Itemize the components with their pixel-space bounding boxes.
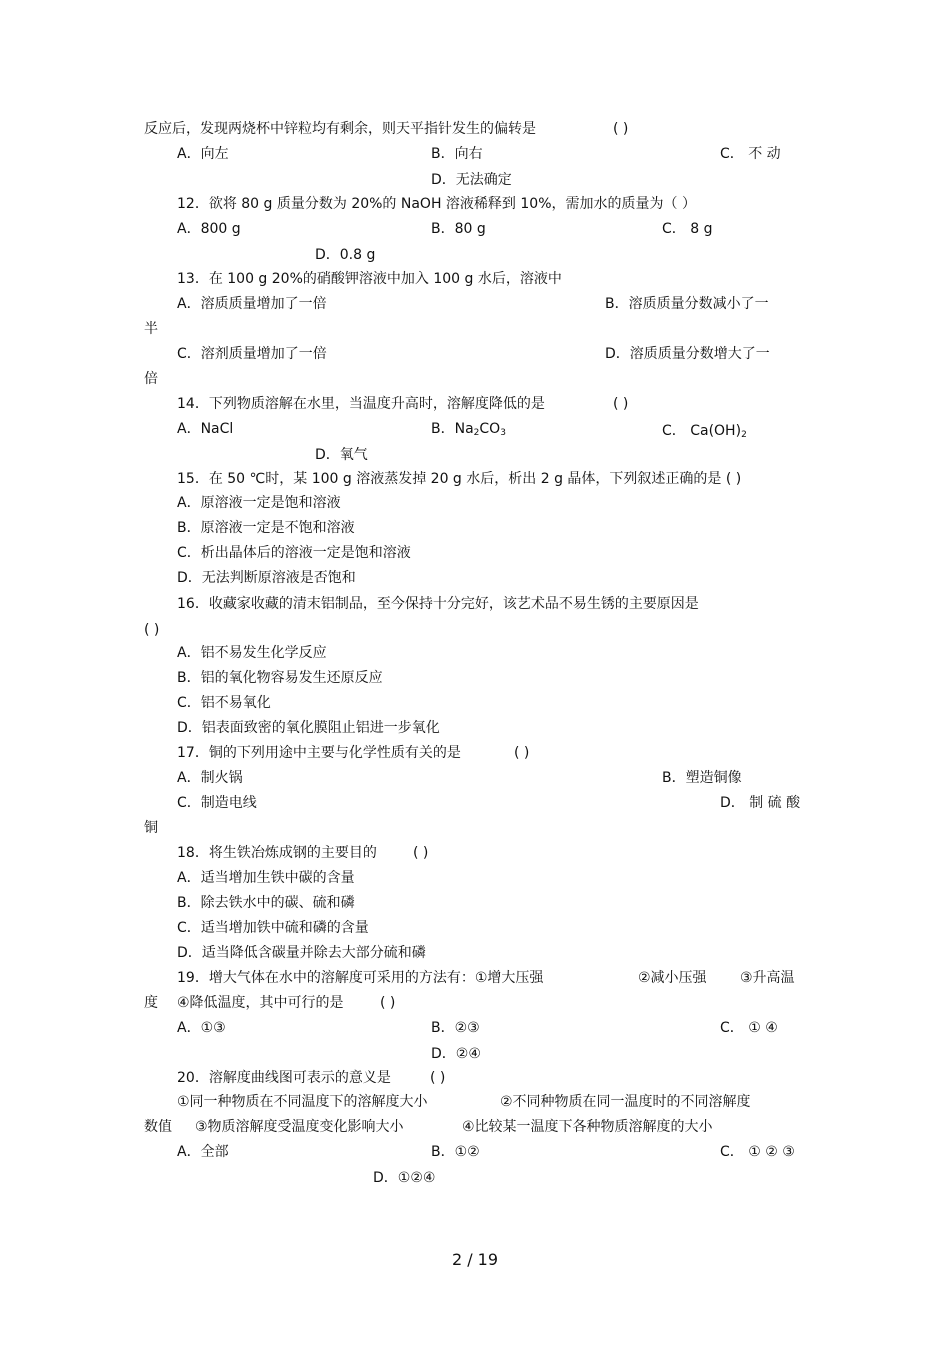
option-b <box>431 420 506 442</box>
option-a: A．适当增加生铁中碳的含量 <box>177 870 355 886</box>
text-line: 反应后，发现两烧杯中锌粒均有剩余，则天平指针发生的偏转是 <box>144 121 536 137</box>
answer-bracket: ( ) <box>613 121 629 137</box>
option-a: A．向左 <box>177 146 229 162</box>
option-d-wrap: 铜 <box>144 820 158 836</box>
question-14: 14．下列物质溶解在水里，当温度升高时，溶解度降低的是 <box>177 396 545 412</box>
option-c: C． ① ④ <box>720 1020 778 1036</box>
meaning-4: ④比较某一温度下各种物质溶解度的大小 <box>462 1119 713 1135</box>
option-d: D．氧气 <box>315 447 368 463</box>
option-d: D．溶质质量分数增大了一 <box>605 346 770 362</box>
option-d: D．无法判断原溶液是否饱和 <box>177 570 356 586</box>
option-b: B．溶质质量分数减小了一 <box>605 296 769 312</box>
method-2: ②减小压强 <box>638 970 707 986</box>
answer-bracket: ( ) <box>613 396 629 412</box>
formula-part: CO <box>479 421 501 437</box>
option-b: B．②③ <box>431 1020 480 1036</box>
formula-part: B．Na <box>431 421 474 437</box>
formula-part: C． Ca(OH) <box>662 423 742 439</box>
option-c: C．溶剂质量增加了一倍 <box>177 346 327 362</box>
option-c: C．适当增加铁中硫和磷的含量 <box>177 920 369 936</box>
option-a: A．NaCl <box>177 421 234 437</box>
question-18: 18．将生铁冶炼成钢的主要目的 <box>177 845 377 861</box>
option-a: A．全部 <box>177 1144 229 1160</box>
option-a: A．制火锅 <box>177 770 243 786</box>
formula-subscript: 3 <box>500 428 506 438</box>
option-c: C． 不 动 <box>720 146 781 162</box>
option-c: C．铝不易氧化 <box>177 695 271 711</box>
option-b: B．原溶液一定是不饱和溶液 <box>177 520 355 536</box>
option-b: B．铝的氧化物容易发生还原反应 <box>177 670 383 686</box>
option-a: A．铝不易发生化学反应 <box>177 645 327 661</box>
option-c: C． 8 g <box>662 221 713 237</box>
answer-bracket: ( ) <box>144 622 160 638</box>
answer-bracket: ( ) <box>413 845 429 861</box>
option-b: B．向右 <box>431 146 483 162</box>
option-d: D．0.8 g <box>315 247 376 263</box>
meaning-2-wrap: 数值 <box>144 1119 172 1135</box>
question-16: 16．收藏家收藏的清末铝制品，至今保持十分完好，该艺术品不易生锈的主要原因是 <box>177 596 699 612</box>
option-b: B．除去铁水中的碳、硫和磷 <box>177 895 355 911</box>
question-19: 19．增大气体在水中的溶解度可采用的方法有：①增大压强 <box>177 970 544 986</box>
option-a: A．①③ <box>177 1020 226 1036</box>
question-15: 15．在 50 ℃时，某 100 g 溶液蒸发掉 20 g 水后，析出 2 g 晶体，下列叙述正确的是 ( ) <box>177 471 742 487</box>
option-d: D．适当降低含碳量并除去大部分硫和磷 <box>177 945 426 961</box>
option-b: B．塑造铜像 <box>662 770 742 786</box>
option-d: D．铝表面致密的氧化膜阻止铝进一步氧化 <box>177 720 440 736</box>
option-c: C．制造电线 <box>177 795 257 811</box>
option-d: D． 制 硫 酸 <box>720 795 801 811</box>
formula-subscript: 2 <box>741 430 747 440</box>
option-a: A．溶质质量增加了一倍 <box>177 296 327 312</box>
option-b-wrap: 半 <box>144 321 158 337</box>
meaning-2: ②不同种物质在同一温度时的不同溶解度 <box>500 1094 751 1110</box>
question-17: 17．铜的下列用途中主要与化学性质有关的是 <box>177 745 461 761</box>
meaning-3: ③物质溶解度受温度变化影响大小 <box>195 1119 404 1135</box>
question-20: 20．溶解度曲线图可表示的意义是 <box>177 1070 391 1086</box>
answer-bracket: ( ) <box>430 1070 446 1086</box>
method-3-wrap: 度 <box>144 995 158 1011</box>
option-c: C． ① ② ③ <box>720 1144 795 1160</box>
option-d: D．①②④ <box>373 1170 436 1186</box>
option-c: C．析出晶体后的溶液一定是饱和溶液 <box>177 545 411 561</box>
option-d-wrap: 倍 <box>144 371 158 387</box>
answer-bracket: ( ) <box>380 995 396 1011</box>
meaning-1: ①同一种物质在不同温度下的溶解度大小 <box>177 1094 428 1110</box>
option-b: B．①② <box>431 1144 480 1160</box>
answer-bracket: ( ) <box>514 745 530 761</box>
page-number: 2 / 19 <box>451 1250 499 1269</box>
method-3: ③升高温 <box>740 970 795 986</box>
option-d: D．无法确定 <box>431 172 512 188</box>
option-d: D．②④ <box>431 1046 481 1062</box>
question-13: 13．在 100 g 20%的硝酸钾溶液中加入 100 g 水后，溶液中 <box>177 271 562 287</box>
option-a: A．800 g <box>177 221 241 237</box>
question-12: 12．欲将 80 g 质量分数为 20%的 NaOH 溶液稀释到 10%，需加水的质量为（ ） <box>177 196 696 212</box>
formula-subscript: 2 <box>473 428 480 438</box>
option-c <box>662 422 747 444</box>
option-a: A．原溶液一定是饱和溶液 <box>177 495 341 511</box>
question-19-cont: ④降低温度，其中可行的是 <box>177 995 344 1011</box>
option-b: B．80 g <box>431 221 486 237</box>
